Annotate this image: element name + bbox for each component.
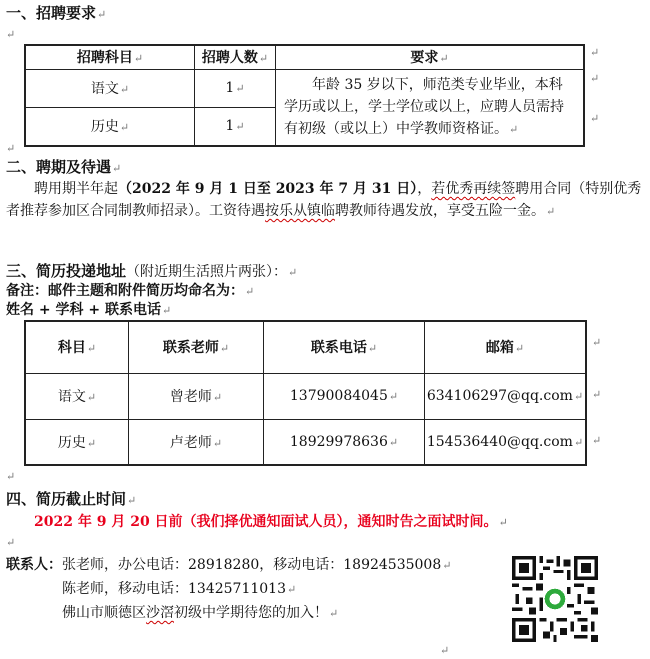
row-end-mark: ↵ (592, 434, 602, 447)
header-subject: 招聘科目↵ (25, 45, 195, 69)
subject-cell: 语文↵ (25, 373, 129, 419)
qr-code-image (512, 556, 598, 642)
header-teacher: 联系老师↵ (129, 321, 264, 373)
section4-title: 四、简历截止时间↵ (6, 490, 137, 508)
section2-title: 二、聘期及待遇↵ (6, 158, 122, 176)
subject-cell: 语文↵ (25, 69, 195, 107)
header-email: 邮箱↵ (425, 321, 587, 373)
paragraph-mark: ↵ (6, 536, 16, 549)
paragraph-mark: ↵ (6, 470, 16, 483)
teacher-cell: 曾老师↵ (129, 373, 264, 419)
section3-title: 三、简历投递地址（附近期生活照片两张）：↵ (6, 262, 298, 280)
school-welcome: 佛山市顺德区沙滘初级中学期待您的加入！↵ (62, 605, 339, 621)
contact-label: 联系人： (6, 557, 62, 573)
row-end-mark: ↵ (592, 336, 602, 349)
row-end-mark: ↵ (590, 46, 600, 59)
term-paragraph: 聘用期半年起（2022 年 9 月 1 日至 2023 年 7 月 31 日），若优秀再续签聘用合同（特别优秀者推荐参加区合同制教师招录）。工资待遇按乐从镇临聘教师待遇发放，享受五险一金。↵ (6, 181, 642, 219)
deadline-text: 2022 年 9 月 20 日前（我们择优通知面试人员），通知时告之面试时间。↵ (34, 514, 508, 530)
contact-line-2: 陈老师，移动电话：13425711013↵ (62, 581, 297, 597)
contact-table (24, 320, 587, 466)
subject-cell: 历史↵ (25, 107, 195, 145)
email-cell: 154536440@qq.com↵ (425, 419, 587, 465)
row-end-mark: ↵ (590, 72, 600, 85)
row-end-mark: ↵ (590, 112, 600, 125)
phone-cell: 13790084045↵ (264, 373, 425, 419)
header-phone: 联系电话↵ (264, 321, 425, 373)
header-requirement: 要求↵ (276, 45, 585, 69)
recruitment-table (24, 44, 585, 147)
contact-line-1: 联系人：张老师，办公电话：28918280，移动电话：18924535008↵ (6, 557, 452, 573)
teacher-cell: 卢老师↵ (129, 419, 264, 465)
paragraph-mark: ↵ (440, 644, 450, 657)
paragraph-mark: ↵ (6, 142, 16, 155)
header-subject: 科目↵ (25, 321, 129, 373)
remark-line: 备注：邮件主题和附件简历均命名为：↵ (6, 283, 255, 299)
row-end-mark: ↵ (592, 388, 602, 401)
email-cell: 634106297@qq.com↵ (425, 373, 587, 419)
count-cell: 1↵ (195, 107, 276, 145)
header-count: 招聘人数↵ (195, 45, 276, 69)
count-cell: 1↵ (195, 69, 276, 107)
requirement-cell: 年龄 35 岁以下，师范类专业毕业，本科学历或以上，学士学位或以上，应聘人员需持有初级（或以上）中学教师资格证。↵ (276, 69, 585, 146)
section1-title: 一、招聘要求↵ (6, 4, 107, 22)
name-format-line: 姓名 + 学科 + 联系电话↵ (6, 302, 172, 318)
paragraph-mark: ↵ (6, 28, 16, 41)
subject-cell: 历史↵ (25, 419, 129, 465)
phone-cell: 18929978636↵ (264, 419, 425, 465)
